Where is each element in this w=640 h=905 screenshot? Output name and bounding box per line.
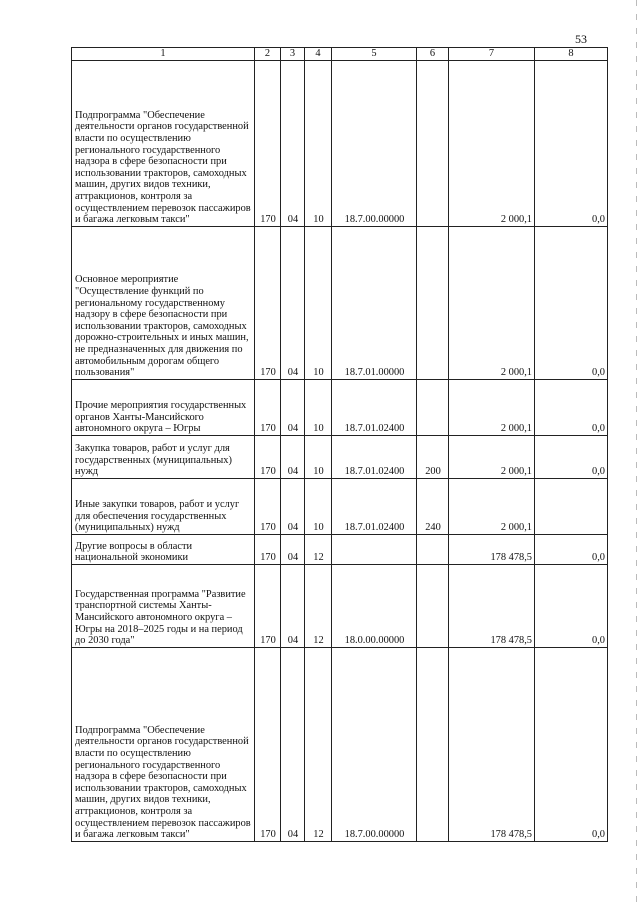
cell-admin: 170 [255, 535, 281, 565]
cell-admin: 170 [255, 61, 281, 227]
cell-subsection: 10 [305, 61, 332, 227]
cell-section: 04 [281, 648, 305, 842]
column-header: 4 [305, 48, 332, 61]
cell-subsection: 12 [305, 535, 332, 565]
column-header: 6 [417, 48, 449, 61]
cell-subsection: 10 [305, 436, 332, 479]
cell-amount-2: 0,0 [535, 227, 608, 380]
cell-admin: 170 [255, 565, 281, 648]
scan-edge-line [636, 0, 637, 905]
cell-section: 04 [281, 227, 305, 380]
cell-subsection: 12 [305, 648, 332, 842]
cell-amount-2: 0,0 [535, 535, 608, 565]
cell-amount: 2 000,1 [449, 61, 535, 227]
cell-target-article: 18.7.01.02400 [332, 479, 417, 535]
cell-subsection: 10 [305, 227, 332, 380]
cell-amount: 178 478,5 [449, 648, 535, 842]
cell-amount: 178 478,5 [449, 535, 535, 565]
table-row [72, 436, 608, 479]
cell-subsection: 12 [305, 565, 332, 648]
cell-target-article [332, 535, 417, 565]
table-row [72, 380, 608, 436]
table-row [72, 479, 608, 535]
cell-expense-type [417, 227, 449, 380]
row-name: Прочие мероприятия государственных органов Ханты-Мансийского автономного округа – Югры [72, 380, 255, 436]
cell-target-article: 18.7.00.00000 [332, 61, 417, 227]
row-name: Основное мероприятие "Осуществление функций по региональному государственному надзору в сфере безопасности при использовании тракторов, самоходных дорожно-строительных и иных машин, не предназначенных для движения по автомобильным дорогам общего пользования" [72, 227, 255, 380]
cell-expense-type [417, 648, 449, 842]
row-name: Подпрограмма "Обеспечение деятельности органов государственной власти по осуществлению регионального государственного надзора в сфере безопасности при использовании тракторов, самоходных машин, других видов техники, аттракционов, контроля за осуществлением перевозок пассажиров и багажа легковым такси" [72, 61, 255, 227]
cell-admin: 170 [255, 479, 281, 535]
cell-amount-2: 0,0 [535, 380, 608, 436]
cell-admin: 170 [255, 380, 281, 436]
page-number: 53 [575, 32, 587, 46]
column-header: 3 [281, 48, 305, 61]
cell-expense-type: 240 [417, 479, 449, 535]
cell-amount: 2 000,1 [449, 436, 535, 479]
cell-expense-type [417, 535, 449, 565]
cell-section: 04 [281, 535, 305, 565]
cell-amount: 2 000,1 [449, 479, 535, 535]
cell-amount-2: 0,0 [535, 648, 608, 842]
cell-amount: 2 000,1 [449, 380, 535, 436]
table-row [72, 61, 608, 227]
cell-amount-2: 0,0 [535, 61, 608, 227]
cell-target-article: 18.7.01.00000 [332, 227, 417, 380]
cell-amount-2 [535, 479, 608, 535]
table-row [72, 565, 608, 648]
table-row [72, 535, 608, 565]
row-name: Государственная программа "Развитие транспортной системы Ханты-Мансийского автономного округа – Югры на 2018–2025 годы и на период до 2030 года" [72, 565, 255, 648]
column-header: 8 [535, 48, 608, 61]
column-header: 2 [255, 48, 281, 61]
row-name: Подпрограмма "Обеспечение деятельности органов государственной власти по осуществлению регионального государственного надзора в сфере безопасности при использовании тракторов, самоходных машин, других видов техники, аттракционов, контроля за осуществлением перевозок пассажиров и багажа легковым такси" [72, 648, 255, 842]
cell-section: 04 [281, 479, 305, 535]
cell-section: 04 [281, 565, 305, 648]
cell-target-article: 18.7.01.02400 [332, 436, 417, 479]
row-name: Другие вопросы в области национальной экономики [72, 535, 255, 565]
cell-expense-type: 200 [417, 436, 449, 479]
column-header: 7 [449, 48, 535, 61]
row-name: Закупка товаров, работ и услуг для государственных (муниципальных) нужд [72, 436, 255, 479]
row-name: Иные закупки товаров, работ и услуг для обеспечения государственных (муниципальных) нужд [72, 479, 255, 535]
cell-target-article: 18.7.01.02400 [332, 380, 417, 436]
cell-expense-type [417, 380, 449, 436]
cell-subsection: 10 [305, 380, 332, 436]
table-row [72, 648, 608, 842]
cell-expense-type [417, 61, 449, 227]
cell-amount-2: 0,0 [535, 565, 608, 648]
cell-expense-type [417, 565, 449, 648]
column-header: 5 [332, 48, 417, 61]
table-row [72, 227, 608, 380]
cell-section: 04 [281, 61, 305, 227]
column-header: 1 [72, 48, 255, 61]
header-row [72, 48, 608, 61]
cell-admin: 170 [255, 436, 281, 479]
cell-admin: 170 [255, 648, 281, 842]
budget-table [71, 47, 608, 842]
cell-amount-2: 0,0 [535, 436, 608, 479]
cell-section: 04 [281, 436, 305, 479]
cell-target-article: 18.7.00.00000 [332, 648, 417, 842]
cell-subsection: 10 [305, 479, 332, 535]
cell-admin: 170 [255, 227, 281, 380]
cell-section: 04 [281, 380, 305, 436]
cell-amount: 178 478,5 [449, 565, 535, 648]
cell-target-article: 18.0.00.00000 [332, 565, 417, 648]
cell-amount: 2 000,1 [449, 227, 535, 380]
